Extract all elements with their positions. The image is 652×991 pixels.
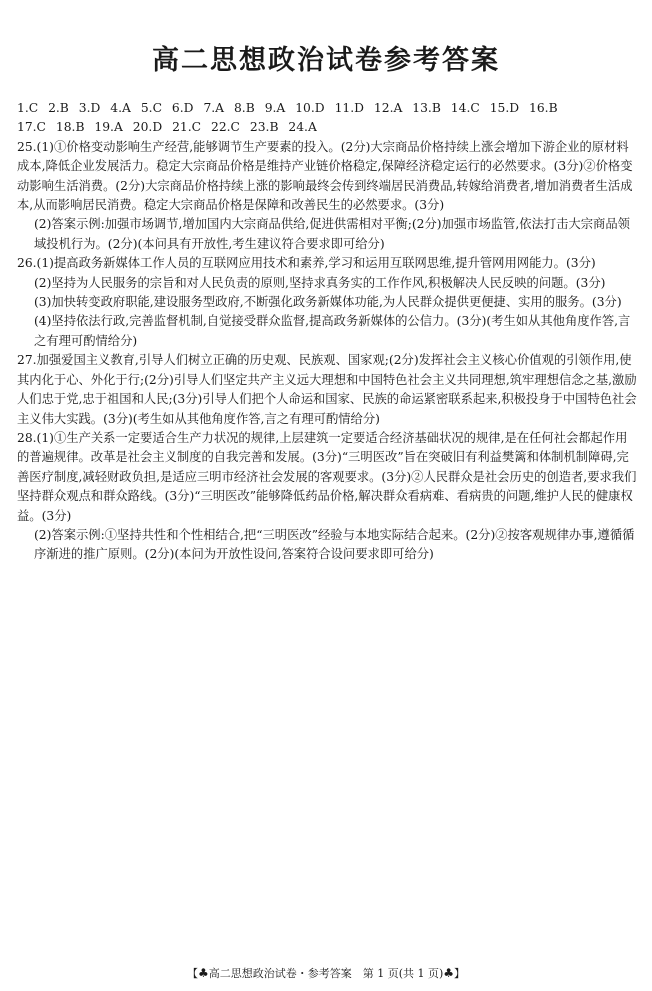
question-25	[17, 138, 638, 254]
mc-answer: 24.A	[288, 120, 317, 135]
answer-content	[17, 99, 638, 565]
mc-answer: 8.B	[233, 101, 255, 115]
mc-answer: 21.C	[172, 120, 202, 135]
q26-part-2: (2)坚持为人民服务的宗旨和对人民负责的原则,坚持求真务实的工作作风,积极解决人民反映的问题。(3分)	[34, 275, 606, 290]
page-footer	[0, 965, 652, 981]
document-title: 高二思想政治试卷参考答案	[152, 45, 500, 76]
mc-answer: 22.C	[211, 120, 240, 135]
mc-answer: 4.A	[110, 101, 131, 115]
mc-answer: 17.C	[17, 120, 46, 135]
mc-answer: 15.D	[489, 101, 520, 115]
mc-answer: 2.B	[48, 101, 69, 115]
q28-part-2: (2)答案示例:①坚持共性和个性相结合,把“三明医改”经验与本地实际结合起来。(2分)②按客观规律办事,遵循循序渐进的推广原则。(2分)(本问为开放性设问,答案符合设问要求即可给分)	[34, 527, 635, 562]
mc-answer: 19.A	[94, 120, 123, 135]
mc-answer: 7.A	[203, 101, 225, 115]
q26-part-3: (3)加快转变政府职能,建设服务型政府,不断强化政务新媒体功能,为人民群众提供更便捷、实用的服务。(3分)	[34, 295, 622, 310]
mc-answer: 10.D	[295, 101, 325, 115]
q28-part-1: 28.(1)①生产关系一定要适合生产力状况的规律,上层建筑一定要适合经济基础状况的规律,是在任何社会都起作用的普遍规律。改革是社会主义制度的自我完善和发展。(3分)“三明医改”旨在突破旧有利益樊篱和体制机制障碍,完善医疗制度,减轻财政负担,是适应三明市经济社会发展的客观要求。(3分)②人民群众是社会历史的创造者,要求我们坚持群众观点和群众路线。(3分)“三明医改”能够降低药品价格,解决群众看病难、看病贵的问题,维护人民的健康权益。(3分)	[17, 430, 637, 523]
mc-answer: 20.D	[132, 120, 163, 135]
question-28	[17, 429, 638, 565]
mc-answer: 5.C	[140, 101, 162, 115]
mc-answer: 9.A	[264, 101, 286, 115]
q26-part-1: 26.(1)提高政务新媒体工作人员的互联网应用技术和素养,学习和运用互联网思维,提升管网用网能力。(3分)	[17, 256, 596, 271]
club-icon: ♣	[197, 966, 209, 980]
mc-answer: 13.B	[412, 101, 441, 115]
mc-answer: 23.B	[249, 120, 279, 135]
q26-part-4: (4)坚持依法行政,完善监督机制,自觉接受群众监督,提高政务新媒体的公信力。(3分)(考生如从其他角度作答,言之有理可酌情给分)	[34, 314, 631, 348]
question-27	[17, 351, 638, 429]
question-26	[17, 254, 638, 351]
footer-text: 高二思想政治试卷・参考答案 第 1 页(共 1 页)	[208, 967, 444, 980]
footer-left-bracket: 【	[186, 967, 198, 980]
club-icon: ♣	[443, 966, 455, 980]
q25-part-1: 25.(1)①价格变动影响生产经营,能够调节生产要素的投入。(2分)大宗商品价格持续上涨会增加下游企业的原材料成本,降低企业发展活力。稳定大宗商品价格是维持产业链价格稳定,保障经济稳定运行的必然要求。(3分)②价格变动影响生活消费。(2分)大宗商品价格持续上涨的影响最终会传到终端居民消费品,转嫁给消费者,增加消费者生活成本,从而影响居民消费。稳定大宗商品价格是保障和改善民生的必然要求。(3分)	[17, 139, 633, 213]
q27-answer: 27.加强爱国主义教育,引导人们树立正确的历史观、民族观、国家观;(2分)发挥社会主义核心价值观的引领作用,使其内化于心、外化于行;(2分)引导人们坚定共产主义远大理想和中国特色社会主义共同理想,筑牢理想信念之基,激励人们忠于党,忠于祖国和人民;(3分)引导人们把个人命运和国家、民族的命运紧密联系起来,积极投身于中国特色社会主义伟大实践。(3分)(考生如从其他角度作答,言之有理可酌情给分)	[17, 353, 637, 426]
mc-answer: 11.D	[334, 101, 364, 115]
mc-answer: 14.C	[450, 101, 480, 115]
footer-right-bracket: 】	[454, 967, 466, 980]
mc-answer: 3.D	[78, 101, 101, 115]
mc-answer: 16.B	[529, 101, 558, 115]
mc-answers-line-2	[17, 118, 638, 137]
mc-answer: 18.B	[55, 120, 85, 135]
mc-answer: 6.D	[171, 101, 194, 115]
mc-answers-line-1	[17, 99, 638, 118]
q25-part-2: (2)答案示例:加强市场调节,增加国内大宗商品供给,促进供需相对平衡;(2分)加强市场监管,依法打击大宗商品领域投机行为。(2分)(本问具有开放性,考生建议符合要求即可给分)	[34, 217, 630, 251]
mc-answer: 12.A	[373, 101, 403, 115]
mc-answer: 1.C	[17, 101, 39, 115]
